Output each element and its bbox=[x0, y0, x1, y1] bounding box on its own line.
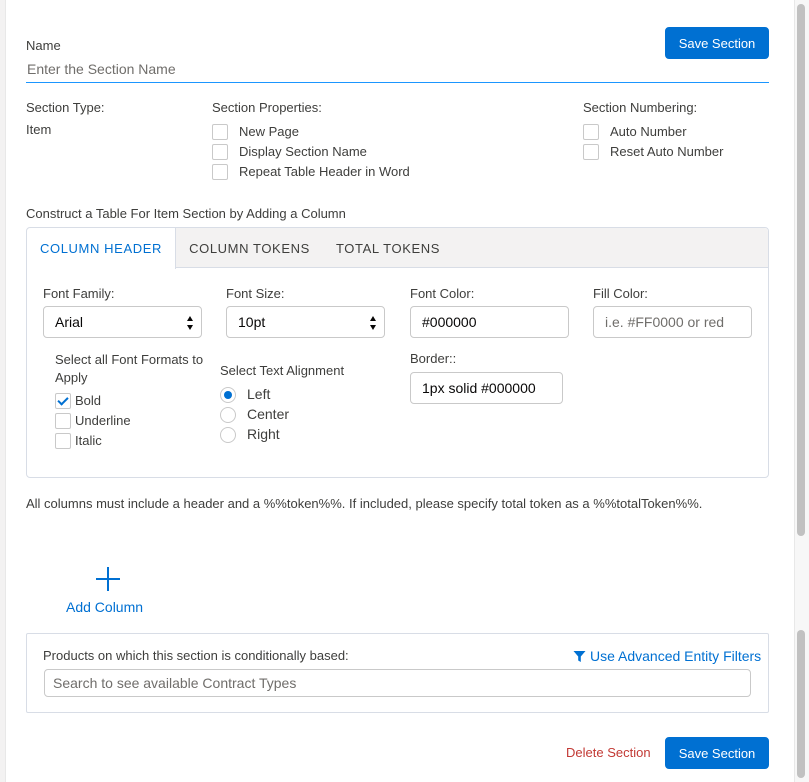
scrollbar-thumb[interactable] bbox=[797, 630, 805, 778]
tab-column-header[interactable]: COLUMN HEADER bbox=[27, 228, 176, 269]
add-column-button[interactable] bbox=[66, 566, 150, 618]
advanced-entity-filters-link[interactable] bbox=[573, 648, 761, 664]
filter-icon bbox=[573, 650, 586, 663]
fill-color-label: Fill Color: bbox=[593, 286, 648, 301]
add-column-label: Add Column bbox=[66, 599, 144, 615]
font-family-value: Arial bbox=[55, 314, 84, 330]
align-center-label: Center bbox=[247, 406, 290, 422]
align-left-radio[interactable] bbox=[220, 387, 236, 403]
new-page-checkbox[interactable] bbox=[212, 124, 228, 140]
plus-icon bbox=[95, 566, 121, 592]
scrollbar-thumb[interactable] bbox=[797, 4, 805, 536]
section-properties-label: Section Properties: bbox=[212, 100, 322, 115]
contract-types-search-input[interactable] bbox=[44, 669, 751, 697]
font-size-label: Font Size: bbox=[226, 286, 285, 301]
reset-auto-number-label: Reset Auto Number bbox=[610, 144, 724, 159]
conditional-label: Products on which this section is conditionally based: bbox=[43, 648, 349, 663]
advanced-entity-filters-label: Use Advanced Entity Filters bbox=[590, 648, 762, 664]
fill-color-input[interactable] bbox=[593, 306, 752, 338]
section-type-value: Item bbox=[26, 122, 52, 137]
underline-label: Underline bbox=[75, 413, 131, 428]
auto-number-checkbox[interactable] bbox=[583, 124, 599, 140]
section-type-label: Section Type: bbox=[26, 100, 105, 115]
border-input[interactable] bbox=[410, 372, 563, 404]
border-value: 1px solid #000000 bbox=[422, 380, 536, 396]
contract-types-search-placeholder: Search to see available Contract Types bbox=[53, 675, 297, 691]
font-color-input[interactable] bbox=[410, 306, 569, 338]
table-builder-title: Construct a Table For Item Section by Adding a Column bbox=[26, 206, 346, 221]
font-size-select[interactable] bbox=[226, 306, 385, 338]
save-section-button-bottom[interactable]: Save Section bbox=[665, 737, 769, 769]
italic-label: Italic bbox=[75, 433, 102, 448]
italic-checkbox[interactable] bbox=[55, 433, 71, 449]
text-alignment-label: Select Text Alignment bbox=[220, 363, 345, 378]
bold-checkbox[interactable] bbox=[55, 393, 71, 409]
font-formats-label: Select all Font Formats to Apply bbox=[55, 352, 204, 385]
name-label: Name bbox=[26, 38, 61, 53]
select-arrows-icon bbox=[369, 315, 377, 331]
new-page-label: New Page bbox=[239, 124, 299, 139]
section-name-input[interactable] bbox=[26, 56, 769, 83]
font-color-label: Font Color: bbox=[410, 286, 475, 301]
font-family-select[interactable] bbox=[43, 306, 202, 338]
bold-label: Bold bbox=[75, 393, 102, 408]
align-right-radio[interactable] bbox=[220, 427, 236, 443]
auto-number-label: Auto Number bbox=[610, 124, 687, 139]
reset-auto-number-checkbox[interactable] bbox=[583, 144, 599, 160]
delete-section-link[interactable]: Delete Section bbox=[566, 745, 651, 760]
tab-bar bbox=[27, 228, 768, 268]
border-label: Border:: bbox=[410, 351, 457, 366]
font-size-value: 10pt bbox=[238, 314, 266, 330]
repeat-table-header-label: Repeat Table Header in Word bbox=[239, 164, 410, 179]
align-left-label: Left bbox=[247, 386, 271, 402]
display-section-name-checkbox[interactable] bbox=[212, 144, 228, 160]
align-center-radio[interactable] bbox=[220, 407, 236, 423]
fill-color-placeholder: i.e. #FF0000 or red bbox=[605, 314, 725, 330]
repeat-table-header-checkbox[interactable] bbox=[212, 164, 228, 180]
select-arrows-icon bbox=[186, 315, 194, 331]
columns-help-text: All columns must include a header and a %%token%%. If included, please specify total token as a %%totalToken%%. bbox=[26, 496, 703, 511]
align-right-label: Right bbox=[247, 426, 280, 442]
font-color-value: #000000 bbox=[422, 314, 477, 330]
save-section-button-top[interactable]: Save Section bbox=[665, 27, 769, 59]
display-section-name-label: Display Section Name bbox=[239, 144, 367, 159]
underline-checkbox[interactable] bbox=[55, 413, 71, 429]
tab-total-tokens[interactable]: TOTAL TOKENS bbox=[335, 240, 440, 256]
tab-column-tokens[interactable]: COLUMN TOKENS bbox=[189, 240, 310, 256]
font-family-label: Font Family: bbox=[43, 286, 115, 301]
section-numbering-label: Section Numbering: bbox=[583, 100, 698, 115]
